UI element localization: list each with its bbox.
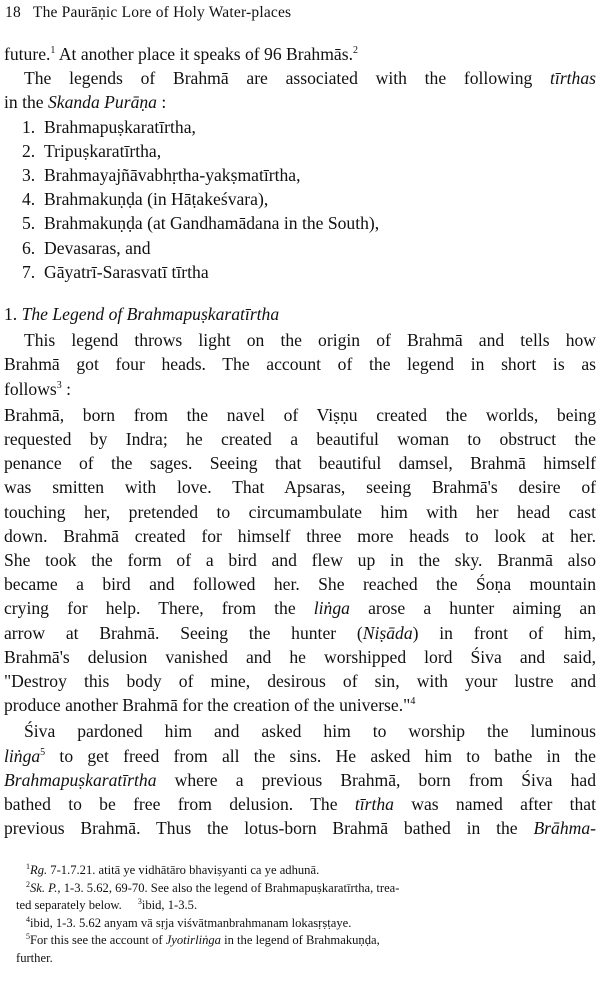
footnote-number: 2 — [26, 879, 30, 889]
footnote-4 — [4, 915, 596, 933]
intro-text-2b: : — [156, 92, 167, 113]
para3-line-1: Śiva pardoned him and asked him to worship the luminous — [24, 721, 596, 742]
para2-line: requested by Indra; he created a beautiful woman to obstruct the — [4, 429, 596, 450]
para2-text-10b: ) in front of him, — [412, 622, 596, 643]
intro-skanda: Skanda Purāṇa — [47, 92, 157, 113]
opening-line — [4, 42, 596, 66]
opening-text-a: future. — [4, 44, 51, 64]
footnote-ref-5: 5 — [40, 746, 46, 758]
footnote-ref-2: 2 — [352, 45, 358, 56]
footnote-ref-title: Rg. — [30, 863, 48, 877]
footnote-text: further. — [16, 950, 53, 965]
para2-line-13 — [4, 693, 596, 717]
footnote-ref-1: 1 — [50, 45, 56, 56]
footnote-5-cont — [4, 950, 596, 968]
footnote-text: 7-1.7.21. atitā ye vidhātāro bhaviṣyanti ca ye adhunā. — [47, 863, 320, 877]
footnote-text: in the legend of Brahmakuṇḍa, — [220, 933, 380, 948]
para3-line-2 — [4, 744, 596, 768]
footnotes — [4, 862, 596, 968]
list-item — [4, 211, 596, 235]
list-number: 4. — [22, 189, 36, 210]
intro-line-1 — [4, 66, 596, 90]
list-text: Tripuṣkaratīrtha, — [44, 140, 162, 161]
footnote-number: 5 — [26, 932, 30, 942]
para2-line-12: "Destroy this body of mine, desirous of sin, with your lustre and — [4, 671, 596, 692]
para2-line: penance of the sages. Seeing that beautiful damsel, Brahmā himself — [4, 453, 596, 474]
intro-tirthas: tīrthas — [550, 68, 596, 89]
para1-line-2: Brahmā got four heads. The account of the legend in short is as — [4, 354, 596, 375]
footnote-number: 4 — [26, 914, 30, 924]
para2-text-10a: arrow at Brahmā. Seeing the hunter ( — [4, 622, 363, 643]
para3-line-5 — [4, 816, 596, 840]
footnote-text: ibid, 1-3.5. — [141, 898, 198, 913]
section-heading — [4, 302, 596, 326]
para3-text-4b: was named after that — [393, 794, 596, 815]
para2-text-9a: crying for help. There, from the — [4, 598, 314, 619]
para2-line: became a bird and followed her. She reached the Śoṇa mountain — [4, 574, 596, 595]
footnote-text: ibid, 1-3. 5.62 anyam vā sṛja viśvātmanbrahmanam lokasṛṣṭaye. — [30, 915, 352, 930]
para2-line: down. Brahmā created for himself three more heads to look at her. — [4, 525, 596, 546]
para3-text-4a: bathed to be free from delusion. The — [4, 794, 355, 815]
section-title: The Legend of Brahmapuṣkaratīrtha — [21, 304, 280, 325]
footnote-text: ted separately below. — [16, 898, 122, 913]
para3-tirtha-name: Brahmapuṣkaratīrtha — [4, 769, 157, 790]
body-text — [4, 42, 596, 841]
intro-text-1: The legends of Brahmā are associated with the following — [24, 68, 551, 89]
list-number: 2. — [22, 140, 36, 161]
footnote-ref-4: 4 — [410, 696, 416, 708]
running-title: The Paurāṇic Lore of Holy Water-places — [32, 4, 292, 21]
para3-line-3 — [4, 768, 596, 792]
footnote-text: 1-3. 5.62, 69-70. See also the legend of Brahmapuṣkaratīrtha, trea- — [60, 880, 400, 895]
para2-text-9b: arose a hunter aiming an — [349, 598, 596, 619]
list-item — [4, 236, 596, 260]
list-text: Gāyatrī-Sarasvatī tīrtha — [44, 261, 209, 282]
list-item — [4, 139, 596, 163]
footnote-number: 3 — [137, 897, 142, 907]
tirtha-list — [4, 115, 596, 284]
para2-text-13: produce another Brahmā for the creation of the universe." — [4, 695, 411, 716]
section-number: 1. — [4, 304, 22, 325]
list-item — [4, 260, 596, 284]
list-number: 1. — [22, 116, 36, 137]
list-number: 7. — [22, 261, 36, 282]
para2-nisada: Niṣāda — [362, 622, 413, 643]
para2-line-10 — [4, 621, 596, 645]
list-text: Devasaras, and — [44, 237, 151, 258]
para2-line: was smitten with love. That Apsaras, seeing Brahmā's desire of — [4, 477, 596, 498]
running-head — [5, 4, 291, 22]
para3-tirtha: tīrtha — [354, 794, 394, 815]
footnote-2-3-line — [4, 897, 596, 915]
footnote-text: For this see the account of — [30, 933, 166, 948]
list-number: 5. — [22, 213, 36, 234]
para2-line: She took the form of a bird and flew up in the sky. Branmā also — [4, 550, 596, 571]
para3-linga: liṅga — [4, 745, 41, 766]
para1-text-3-end: : — [61, 378, 72, 399]
para1-line-3 — [4, 377, 596, 401]
footnote-ref-title: Sk. P., — [30, 880, 61, 895]
footnote-2 — [4, 880, 596, 898]
para2-line-11: Brahmā's delusion vanished and he worshipped lord Śiva and said, — [4, 646, 596, 667]
para3-text-2b: to get freed from all the sins. He asked him to bathe in the — [45, 745, 596, 766]
para2-line: Brahmā, born from the navel of Viṣṇu created the worlds, being — [4, 404, 596, 425]
list-text: Brahmayajñāvabhṛtha-yakṣmatīrtha, — [44, 165, 301, 186]
para3-text-3b: where a previous Brahmā, born from Śiva had — [156, 769, 596, 790]
para2-line: touching her, pretended to circumambulate him with her head cast — [4, 501, 596, 522]
para1-line-1: This legend throws light on the origin of Brahmā and tells how — [24, 330, 596, 351]
page-number: 18 — [5, 4, 21, 21]
opening-text-b: At another place it speaks of 96 Brahmās. — [55, 44, 353, 64]
list-text: Brahmapuṣkaratīrtha, — [44, 116, 196, 137]
para1-text-3: follows — [4, 378, 57, 399]
footnote-ref-3: 3 — [56, 379, 62, 391]
list-number: 6. — [22, 237, 36, 258]
list-text: Brahmakuṇḍa (at Gandhamādana in the South), — [44, 213, 380, 234]
footnote-number: 1 — [26, 862, 30, 871]
list-item — [4, 187, 596, 211]
para2-line-9 — [4, 596, 596, 620]
footnote-5 — [4, 932, 596, 950]
para3-brahma: Brāhma- — [533, 818, 596, 839]
list-item — [4, 115, 596, 139]
intro-line-2 — [4, 90, 596, 114]
para3-text-5a: previous Brahmā. Thus the lotus-born Brahmā bathed in the — [4, 818, 534, 839]
footnote-ref-title: Jyotirliṅga — [165, 933, 221, 948]
list-text: Brahmakuṇḍa (in Hāṭakeśvara), — [44, 189, 269, 210]
list-number: 3. — [22, 165, 36, 186]
list-item — [4, 163, 596, 187]
footnote-1 — [4, 862, 596, 880]
para2-linga: liṅga — [313, 598, 350, 619]
para3-line-4 — [4, 792, 596, 816]
intro-text-2a: in the — [4, 92, 48, 113]
